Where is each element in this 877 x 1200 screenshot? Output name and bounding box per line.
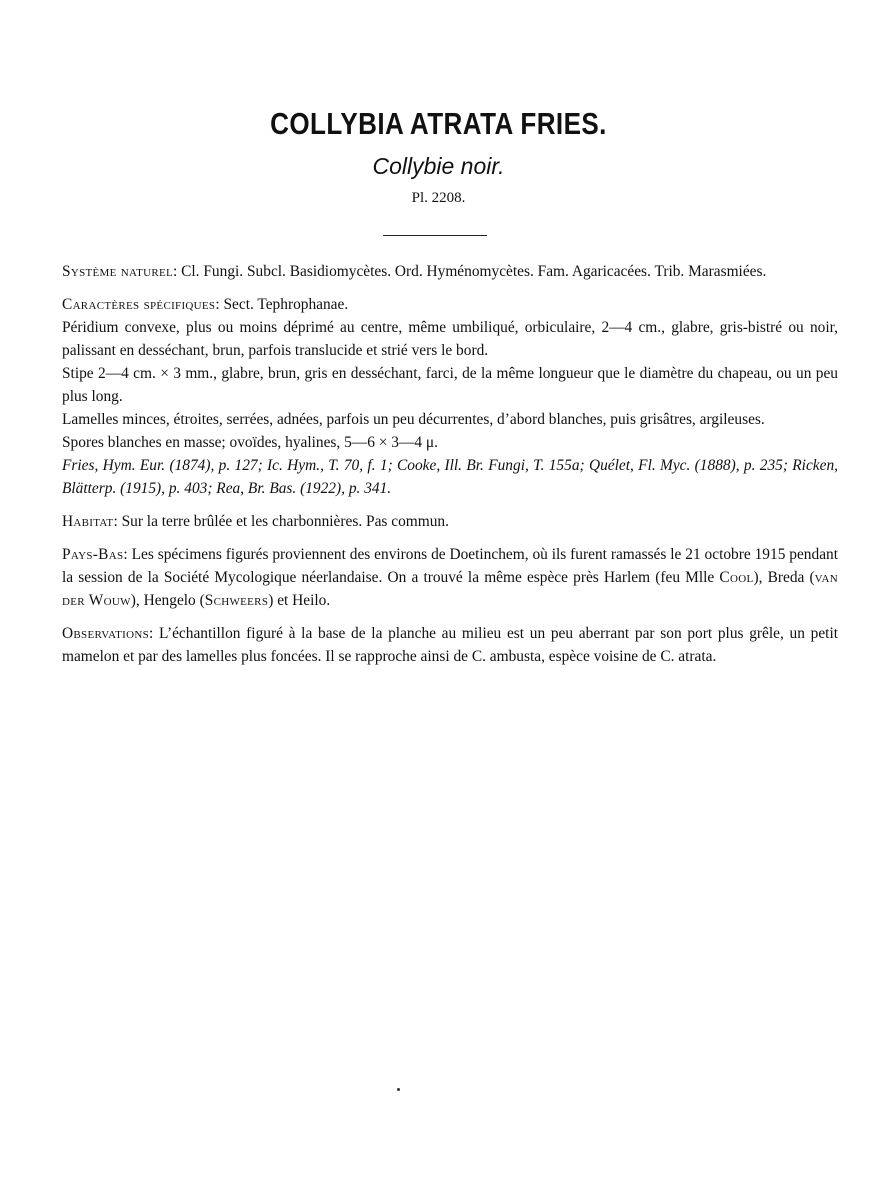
references-text: Fries, Hym. Eur. (1874), p. 127; Ic. Hym., T. 70, f. 1; Cooke, Ill. Br. Fungi, T. 155a; Quélet, Fl. Myc. (1888), p. 235; Ricken, Blätterp. (1915), p. 403; Rea, Br. Bas. (1922), p. 341. bbox=[62, 457, 838, 497]
page-subtitle: Collybie noir. bbox=[372, 153, 505, 179]
paysbas-label: Pays-Bas bbox=[62, 546, 124, 563]
spores-paragraph bbox=[62, 431, 838, 454]
observations-paragraph: Observations: L’échantillon figuré à la base de la planche au milieu est un peu aberrant par son port plus grêle, un petit mamelon et par des lamelles plus foncées. Il se rapproche ainsi de C. ambusta, espèce voisine de C. atrata. bbox=[62, 625, 839, 665]
paysbas-text-3: ), Hengelo ( bbox=[130, 592, 205, 609]
habitat-paragraph: Habitat: Sur la terre brûlée et les charbonnières. Pas commun. bbox=[62, 513, 449, 530]
observations-label: Observations bbox=[62, 625, 149, 642]
peridium-text: Péridium convexe, plus ou moins déprimé au centre, même umbiliqué, orbiculaire, 2—4 cm., glabre, gris-bistré ou noir, palissant en desséchant, brun, parfois translucide et strié vers le bord. bbox=[62, 319, 838, 359]
paysbas-text-4: ) et Heilo. bbox=[268, 592, 331, 609]
caracteres-text: Sect. Tephrophanae. bbox=[223, 296, 349, 313]
spores-text: Spores blanches en masse; ovoïdes, hyalines, 5—6 × 3—4 μ. bbox=[62, 434, 438, 451]
habitat-label: Habitat bbox=[62, 513, 114, 530]
lamelles-paragraph bbox=[62, 408, 838, 431]
stipe-text: Stipe 2—4 cm. × 3 mm., glabre, brun, gris en desséchant, farci, de la même longueur que le diamètre du chapeau, ou un peu plus long. bbox=[62, 365, 838, 405]
document-body bbox=[62, 260, 838, 668]
paysbas-paragraph: Pays-Bas: Les spécimens figurés proviennent des environs de Doetinchem, où ils furent ramassés le 21 octobre 1915 pendant la session de la Société Mycologique néerlandaise. On a trouvé la même espèce près Harlem (feu Mlle Cool), Breda (van der Wouw), Hengelo (Schweers) et Heilo. bbox=[62, 546, 838, 609]
page-title: COLLYBIA ATRATA FRIES. bbox=[270, 106, 607, 141]
plate-number: Pl. 2208. bbox=[411, 190, 466, 206]
title-rule bbox=[383, 235, 487, 236]
collector-cool: Cool bbox=[719, 569, 754, 586]
systeme-label: Système naturel bbox=[62, 263, 174, 280]
collector-wouw: van der Wouw bbox=[62, 569, 838, 609]
paysbas-text-2: ), Breda ( bbox=[753, 569, 815, 586]
habitat-text: Sur la terre brûlée et les charbonnières. Pas commun. bbox=[121, 513, 449, 530]
lamelles-text: Lamelles minces, étroites, serrées, adnées, parfois un peu décurrentes, d’abord blanches, puis grisâtres, argileuses. bbox=[62, 411, 765, 428]
references-paragraph bbox=[62, 454, 838, 500]
paysbas-text-1: Les spécimens figurés proviennent des environs de Doetinchem, où ils furent ramassés le 21 octobre 1915 pendant la session de la Société Mycologique néerlandaise. On a trouvé la même espèce près Harlem (feu Mlle bbox=[62, 546, 838, 586]
stipe-paragraph bbox=[62, 362, 838, 408]
systeme-paragraph: Système naturel: Cl. Fungi. Subcl. Basidiomycètes. Ord. Hyménomycètes. Fam. Agaricacées. Trib. Marasmiées. bbox=[62, 263, 767, 280]
page-mark-dot bbox=[397, 1088, 400, 1091]
caracteres-label: Caractères spécifiques bbox=[62, 296, 216, 313]
collector-schweers: Schweers bbox=[204, 592, 269, 609]
systeme-text: Cl. Fungi. Subcl. Basidiomycètes. Ord. Hyménomycètes. Fam. Agaricacées. Trib. Marasmiées. bbox=[181, 263, 767, 280]
peridium-paragraph bbox=[62, 316, 838, 362]
caracteres-paragraph: Caractères spécifiques: Sect. Tephrophanae. bbox=[62, 296, 349, 313]
observations-text: L’échantillon figuré à la base de la planche au milieu est un peu aberrant par son port plus grêle, un petit mamelon et par des lamelles plus foncées. Il se rapproche ainsi de C. ambusta, espèce voisine de C. atrata. bbox=[62, 625, 839, 665]
